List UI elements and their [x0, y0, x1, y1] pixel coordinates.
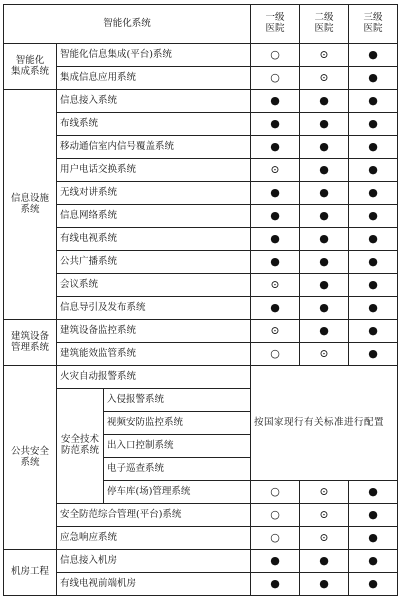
row-label: 停车库(场)管理系统: [104, 481, 251, 504]
header-system: 智能化系统: [4, 5, 251, 44]
hospital-intelligent-system-table: [3, 4, 398, 596]
row-label: 信息网络系统: [57, 205, 251, 228]
level2-symbol: ●: [300, 90, 349, 113]
level3-symbol: ●: [349, 481, 398, 504]
level1-symbol: ○: [251, 527, 300, 550]
level2-symbol: ●: [300, 182, 349, 205]
table-row: [4, 251, 398, 274]
table-row: [4, 320, 398, 343]
level2-symbol: ⊙: [300, 67, 349, 90]
level2-symbol: ●: [300, 205, 349, 228]
header-level1: 一级 医院: [251, 5, 300, 44]
group-building: 建筑设备 管理系统: [4, 320, 57, 366]
row-label: 会议系统: [57, 274, 251, 297]
table-row: [4, 550, 398, 573]
table-row: [4, 504, 398, 527]
level3-symbol: ●: [349, 90, 398, 113]
row-label: 建筑能效监管系统: [57, 343, 251, 366]
level2-symbol: ⊙: [300, 504, 349, 527]
table-row: [4, 44, 398, 67]
table-row: [4, 90, 398, 113]
level1-symbol: ○: [251, 343, 300, 366]
row-label: 智能化信息集成(平台)系统: [57, 44, 251, 67]
level3-symbol: ●: [349, 297, 398, 320]
level3-symbol: ●: [349, 251, 398, 274]
table-row: [4, 205, 398, 228]
level3-symbol: ●: [349, 44, 398, 67]
level2-symbol: ●: [300, 159, 349, 182]
row-label: 视频安防监控系统: [104, 412, 251, 435]
group-room: 机房工程: [4, 550, 57, 596]
row-label: 有线电视系统: [57, 228, 251, 251]
group-security-tech: 安全技术 防范系统: [57, 389, 104, 504]
level1-symbol: ⊙: [251, 320, 300, 343]
row-label: 火灾自动报警系统: [57, 366, 251, 389]
level3-symbol: ●: [349, 228, 398, 251]
level1-symbol: ●: [251, 573, 300, 596]
level2-symbol: ●: [300, 228, 349, 251]
group-info-facility: 信息设施 系统: [4, 90, 57, 320]
row-label: 电子巡查系统: [104, 458, 251, 481]
level2-symbol: ●: [300, 274, 349, 297]
level2-symbol: ⊙: [300, 481, 349, 504]
level3-symbol: ●: [349, 573, 398, 596]
row-label: 建筑设备监控系统: [57, 320, 251, 343]
level2-symbol: ⊙: [300, 527, 349, 550]
level2-symbol: ⊙: [300, 44, 349, 67]
level1-symbol: ○: [251, 44, 300, 67]
table-row: [4, 67, 398, 90]
level1-symbol: ⊙: [251, 159, 300, 182]
level3-symbol: ●: [349, 182, 398, 205]
level2-symbol: ●: [300, 550, 349, 573]
row-label: 入侵报警系统: [104, 389, 251, 412]
level3-symbol: ●: [349, 159, 398, 182]
level3-symbol: ●: [349, 67, 398, 90]
level2-symbol: ●: [300, 113, 349, 136]
row-label: 出入口控制系统: [104, 435, 251, 458]
header-row: [4, 5, 398, 44]
level3-symbol: ●: [349, 527, 398, 550]
row-label: 有线电视前端机房: [57, 573, 251, 596]
level1-symbol: ●: [251, 228, 300, 251]
table-row: [4, 297, 398, 320]
level3-symbol: ●: [349, 550, 398, 573]
row-label: 布线系统: [57, 113, 251, 136]
header-level2: 二级 医院: [300, 5, 349, 44]
table-row: [4, 573, 398, 596]
row-label: 公共广播系统: [57, 251, 251, 274]
level2-symbol: ●: [300, 251, 349, 274]
level1-symbol: ●: [251, 182, 300, 205]
level3-symbol: ●: [349, 320, 398, 343]
standard-note: 按国家现行有关标准进行配置: [251, 366, 398, 481]
table-row: [4, 182, 398, 205]
level1-symbol: ●: [251, 297, 300, 320]
row-label: 信息导引及发布系统: [57, 297, 251, 320]
header-level3: 三级 医院: [349, 5, 398, 44]
row-label: 用户电话交换系统: [57, 159, 251, 182]
row-label: 安全防范综合管理(平台)系统: [57, 504, 251, 527]
level1-symbol: ●: [251, 90, 300, 113]
level1-symbol: ●: [251, 113, 300, 136]
table-row: [4, 274, 398, 297]
table-row: [4, 159, 398, 182]
level1-symbol: ●: [251, 550, 300, 573]
level3-symbol: ●: [349, 136, 398, 159]
row-label: 集成信息应用系统: [57, 67, 251, 90]
level1-symbol: ○: [251, 481, 300, 504]
level3-symbol: ●: [349, 205, 398, 228]
row-label: 信息接入机房: [57, 550, 251, 573]
level3-symbol: ●: [349, 343, 398, 366]
table-row: [4, 343, 398, 366]
level1-symbol: ●: [251, 251, 300, 274]
row-label: 移动通信室内信号覆盖系统: [57, 136, 251, 159]
level2-symbol: ●: [300, 573, 349, 596]
level2-symbol: ●: [300, 136, 349, 159]
level2-symbol: ●: [300, 297, 349, 320]
group-security: 公共安全 系统: [4, 366, 57, 550]
level1-symbol: ●: [251, 205, 300, 228]
level1-symbol: ⊙: [251, 274, 300, 297]
level3-symbol: ●: [349, 274, 398, 297]
table-row: [4, 527, 398, 550]
level1-symbol: ○: [251, 67, 300, 90]
level1-symbol: ○: [251, 504, 300, 527]
row-label: 应急响应系统: [57, 527, 251, 550]
table-row: [4, 136, 398, 159]
table-row: [4, 228, 398, 251]
row-label: 信息接入系统: [57, 90, 251, 113]
table-row: [4, 366, 398, 389]
level3-symbol: ●: [349, 113, 398, 136]
level1-symbol: ●: [251, 136, 300, 159]
level2-symbol: ●: [300, 320, 349, 343]
table-row: [4, 113, 398, 136]
level2-symbol: ⊙: [300, 343, 349, 366]
group-integration: 智能化 集成系统: [4, 44, 57, 90]
level3-symbol: ●: [349, 504, 398, 527]
row-label: 无线对讲系统: [57, 182, 251, 205]
